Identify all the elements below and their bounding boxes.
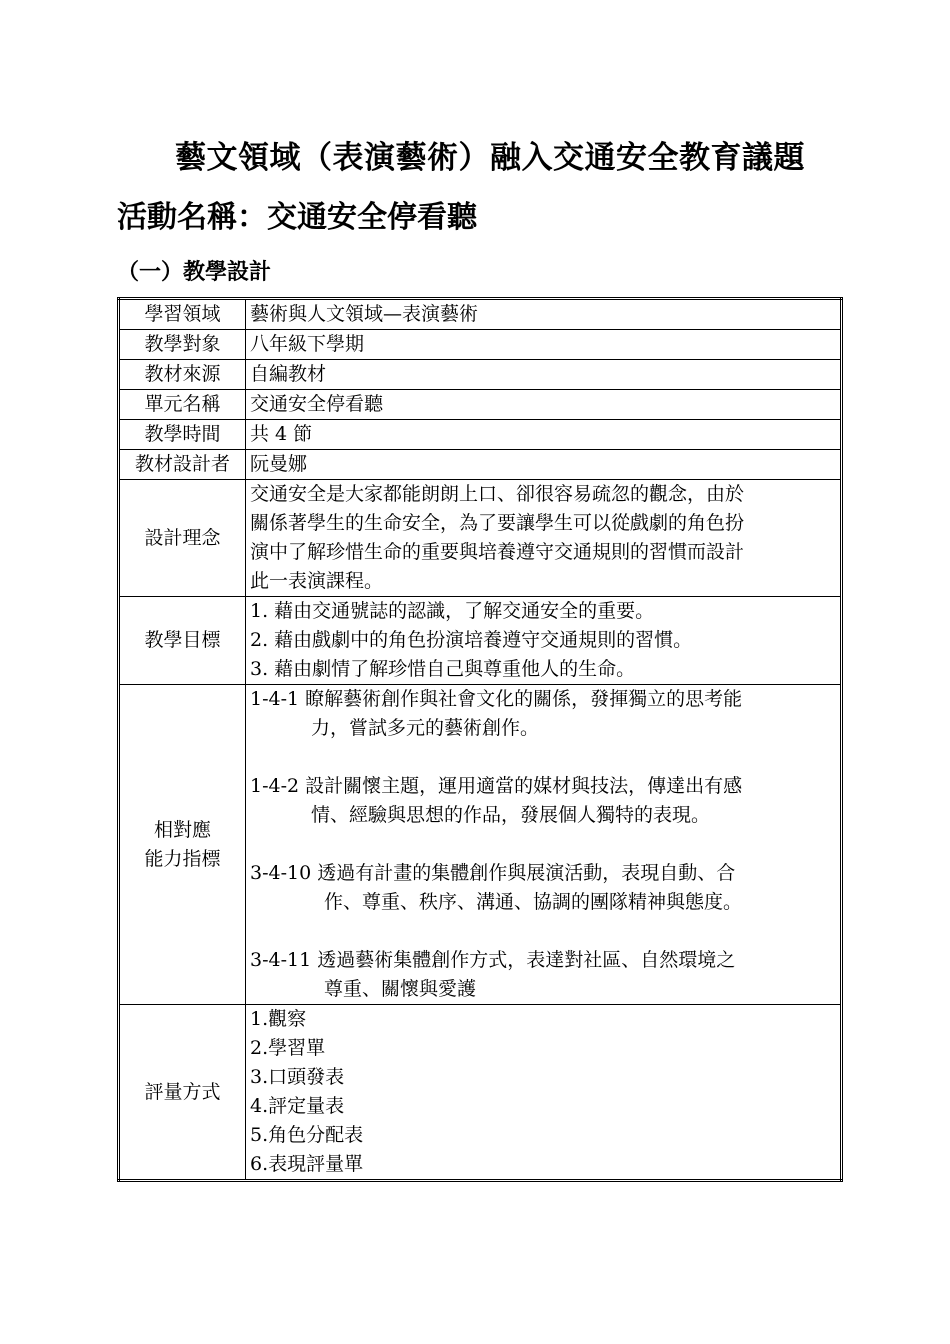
evaluation-item: 1.觀察 xyxy=(250,1008,307,1030)
row-value-source: 自編教材 xyxy=(246,360,842,390)
goal-item: 1. 藉由交通號誌的認識，了解交通安全的重要。 xyxy=(250,600,655,622)
indicator-item xyxy=(250,859,836,917)
evaluation-item: 5.角色分配表 xyxy=(250,1124,364,1146)
row-label-goals: 教學目標 xyxy=(119,597,246,685)
row-label-evaluation: 評量方式 xyxy=(119,1005,246,1181)
indicator-item xyxy=(250,685,836,743)
evaluation-item: 4.評定量表 xyxy=(250,1095,345,1117)
indicator-text: 透過有計畫的集體創作與展演活動，表現自動、合 xyxy=(317,862,736,884)
row-value-designer: 阮曼娜 xyxy=(246,450,842,480)
row-value-domain: 藝術與人文領域—表演藝術 xyxy=(246,299,842,330)
activity-title: 活動名稱：交通安全停看聽 xyxy=(117,200,477,235)
table-row xyxy=(119,420,842,450)
table-row xyxy=(119,480,842,597)
evaluation-item: 2.學習單 xyxy=(250,1037,326,1059)
evaluation-item: 3.口頭發表 xyxy=(250,1066,345,1088)
indicator-code: 3-4-10 xyxy=(250,862,312,884)
indicators-list xyxy=(246,685,842,1005)
design-line: 此一表演課程。 xyxy=(250,570,384,592)
table-row xyxy=(119,597,842,685)
row-label-domain: 學習領域 xyxy=(119,299,246,330)
table-row xyxy=(119,685,842,1005)
indicators-label-line1: 相對應 xyxy=(153,818,211,841)
row-label-indicators xyxy=(119,685,246,1005)
indicator-item xyxy=(250,946,836,1004)
goal-item: 3. 藉由劇情了解珍惜自己與尊重他人的生命。 xyxy=(250,658,636,680)
indicator-text: 透過藝術集體創作方式，表達對社區、自然環境之 xyxy=(317,949,736,971)
goals-list xyxy=(246,597,842,685)
evaluation-item: 6.表現評量單 xyxy=(250,1153,364,1175)
section-heading: （一）教學設計 xyxy=(117,259,272,285)
table-row xyxy=(119,1005,842,1181)
design-line: 演中了解珍惜生命的重要與培養遵守交通規則的習慣而設計 xyxy=(250,541,745,563)
indicator-text: 力，嘗試多元的藝術創作。 xyxy=(311,717,540,739)
indicator-text: 瞭解藝術創作與社會文化的關係，發揮獨立的思考能 xyxy=(305,688,743,710)
indicator-code: 3-4-11 xyxy=(250,949,312,971)
page-title: 藝文領域（表演藝術）融入交通安全教育議題 xyxy=(175,140,805,176)
row-value-audience: 八年級下學期 xyxy=(246,330,842,360)
indicator-code: 1-4-2 xyxy=(250,775,300,797)
lesson-plan-table xyxy=(117,297,843,1182)
table-row xyxy=(119,360,842,390)
goal-item: 2. 藉由戲劇中的角色扮演培養遵守交通規則的習慣。 xyxy=(250,629,693,651)
indicator-text: 情、經驗與思想的作品，發展個人獨特的表現。 xyxy=(311,804,711,826)
evaluation-list xyxy=(246,1005,842,1181)
table-row xyxy=(119,450,842,480)
indicators-label-line2: 能力指標 xyxy=(144,847,221,870)
row-label-source: 教材來源 xyxy=(119,360,246,390)
table-row xyxy=(119,390,842,420)
table-row xyxy=(119,330,842,360)
design-concept-text xyxy=(246,480,842,597)
indicator-text: 作、尊重、秩序、溝通、協調的團隊精神與態度。 xyxy=(324,891,743,913)
row-label-audience: 教學對象 xyxy=(119,330,246,360)
table-row xyxy=(119,299,842,330)
indicator-item xyxy=(250,772,836,830)
row-value-unit: 交通安全停看聽 xyxy=(246,390,842,420)
indicator-code: 1-4-1 xyxy=(250,688,300,710)
design-line: 關係著學生的生命安全，為了要讓學生可以從戲劇的角色扮 xyxy=(250,512,745,534)
indicator-text: 尊重、關懷與愛護 xyxy=(324,978,477,1000)
design-line: 交通安全是大家都能朗朗上口、卻很容易疏忽的觀念，由於 xyxy=(250,483,745,505)
row-label-time: 教學時間 xyxy=(119,420,246,450)
row-label-unit: 單元名稱 xyxy=(119,390,246,420)
row-label-designer: 教材設計者 xyxy=(119,450,246,480)
indicator-text: 設計關懷主題，運用適當的媒材與技法，傳達出有感 xyxy=(305,775,743,797)
row-label-design-concept: 設計理念 xyxy=(119,480,246,597)
row-value-time: 共 4 節 xyxy=(246,420,842,450)
